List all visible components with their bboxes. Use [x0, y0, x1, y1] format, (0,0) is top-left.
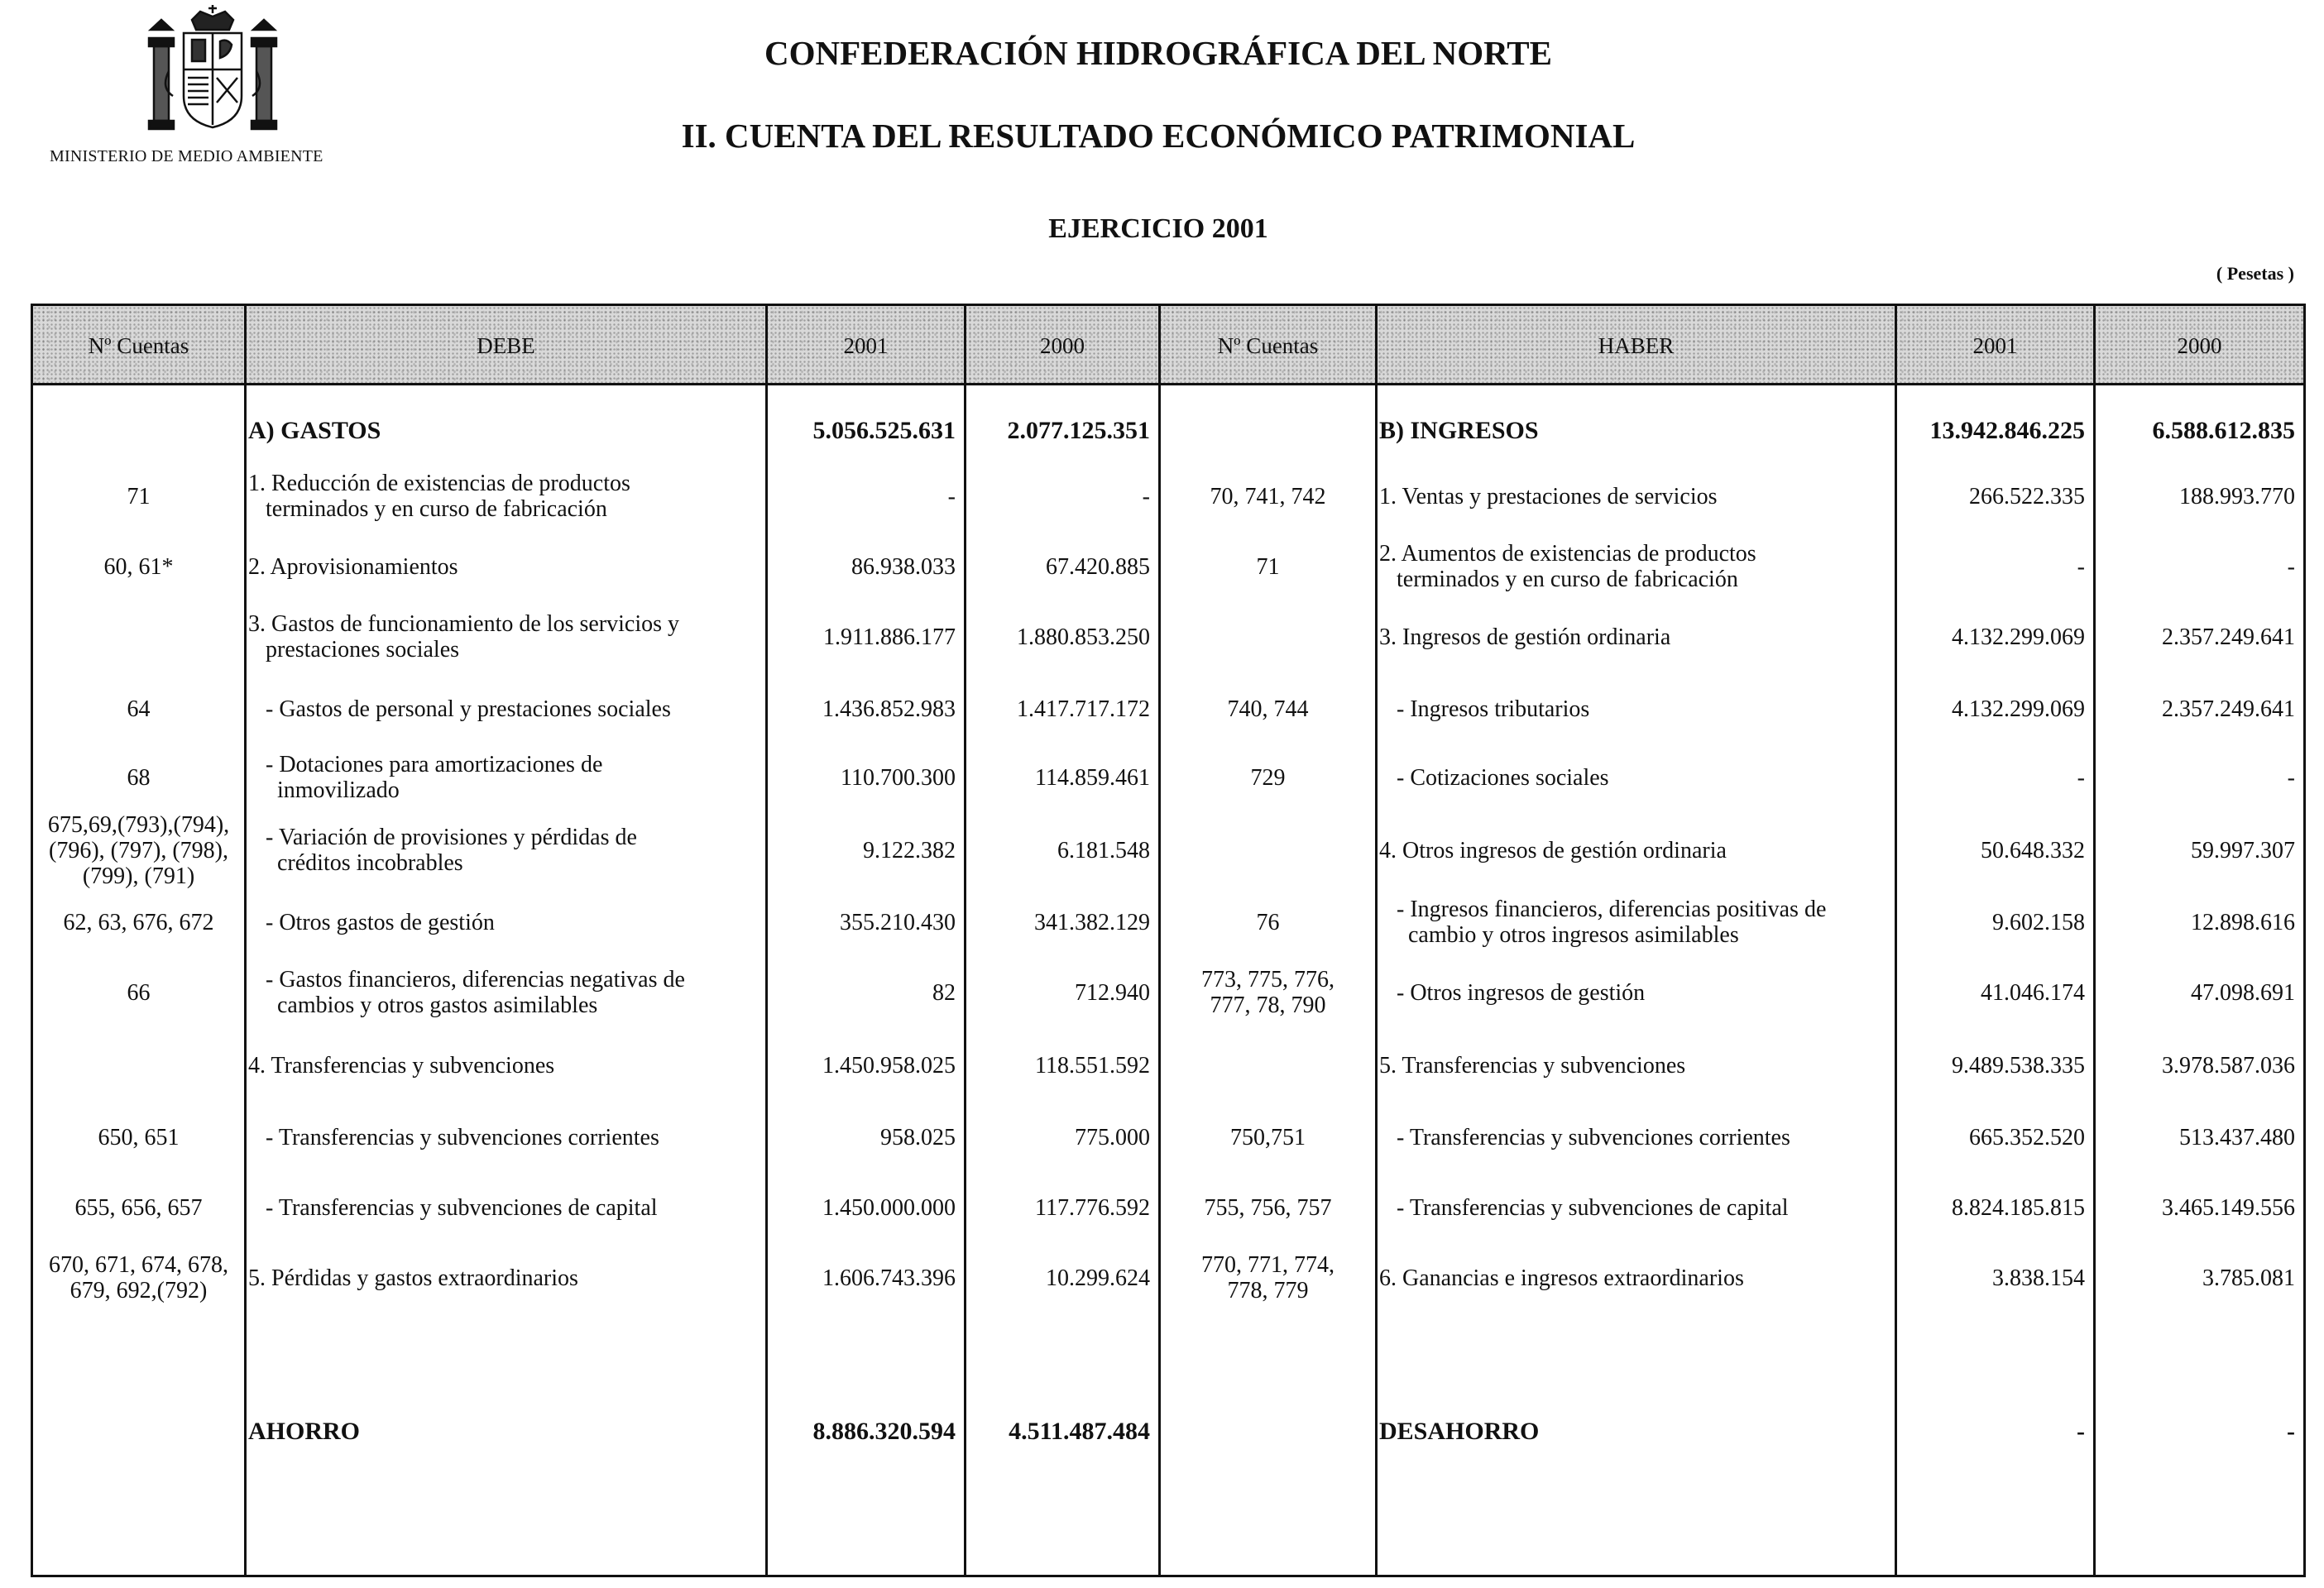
haber-concept-cell: 1. Ventas y prestaciones de servicios — [1379, 483, 1718, 509]
haber-2000-cell: 513.437.480 — [2179, 1124, 2295, 1150]
debe-acct-cell: 66 — [127, 979, 151, 1006]
debe-concept-cell: 4. Transferencias y subvenciones — [248, 1052, 555, 1079]
debe-2001-cell: 9.122.382 — [863, 837, 956, 863]
haber-2001-cell: 4.132.299.069 — [1952, 696, 2085, 722]
haber-acct-cell — [1161, 817, 1375, 883]
haber-acct-cell: 770, 771, 774, 778, 779 — [1201, 1252, 1335, 1303]
debe-concept-cell: - Dotaciones para amortizaciones de inmovilizado — [266, 752, 603, 803]
haber-2001-cell: 9.489.538.335 — [1952, 1052, 2085, 1079]
debe-2001-cell: 86.938.033 — [851, 553, 956, 580]
haber-2000-cell: - — [2287, 1417, 2295, 1445]
table-row — [0, 1032, 2324, 1098]
debe-concept-cell: 2. Aprovisionamientos — [248, 553, 458, 580]
col-header-haber-2000: 2000 — [2177, 332, 2222, 358]
haber-2000-cell: 188.993.770 — [2179, 483, 2295, 509]
debe-acct-cell: 62, 63, 676, 672 — [63, 909, 214, 935]
haber-2001-cell: 8.824.185.815 — [1952, 1194, 2085, 1221]
haber-concept-cell: 4. Otros ingresos de gestión ordinaria — [1379, 837, 1727, 863]
table-row — [0, 1174, 2324, 1241]
debe-2001-cell: 1.606.743.396 — [822, 1265, 956, 1291]
haber-2001-cell: - — [2077, 1417, 2085, 1445]
debe-2000-cell: 712.940 — [1075, 979, 1150, 1006]
col-header-debe-2001: 2001 — [843, 332, 889, 358]
haber-concept-cell: 2. Aumentos de existencias de productos terminados y en curso de fabricación — [1379, 541, 1756, 592]
haber-2001-cell: 13.942.846.225 — [1929, 416, 2085, 444]
haber-2000-cell: - — [2287, 553, 2295, 580]
debe-2001-cell: 82 — [932, 979, 956, 1006]
debe-concept-cell: - Transferencias y subvenciones corrientes — [248, 1124, 659, 1150]
table-row — [0, 1245, 2324, 1311]
debe-acct-cell: 60, 61* — [103, 553, 174, 580]
haber-acct-cell: 773, 775, 776, 777, 78, 790 — [1201, 967, 1335, 1018]
debe-acct-cell: 71 — [127, 483, 151, 509]
debe-2000-cell: - — [1142, 483, 1150, 509]
debe-2000-cell: 114.859.461 — [1035, 764, 1150, 791]
haber-acct-cell — [1161, 604, 1375, 670]
haber-2000-cell: 3.978.587.036 — [2162, 1052, 2295, 1079]
haber-acct-cell: 76 — [1256, 909, 1280, 935]
haber-2000-cell: 47.098.691 — [2191, 979, 2295, 1006]
haber-2001-cell: 50.648.332 — [1981, 837, 2085, 863]
table-row — [0, 397, 2324, 463]
debe-acct-cell — [33, 1032, 244, 1098]
coat-of-arms-logo — [142, 5, 283, 141]
haber-concept-cell: - Ingresos tributarios — [1379, 696, 1590, 722]
haber-concept-cell: 3. Ingresos de gestión ordinaria — [1379, 624, 1671, 650]
haber-2001-cell: 3.838.154 — [1992, 1265, 2085, 1291]
haber-2001-cell: 266.522.335 — [1969, 483, 2085, 509]
haber-2001-cell: 9.602.158 — [1992, 909, 2085, 935]
document-title: CONFEDERACIÓN HIDROGRÁFICA DEL NORTE — [764, 34, 1552, 72]
debe-2000-cell: 1.417.717.172 — [1017, 696, 1150, 722]
debe-2001-cell: 355.210.430 — [840, 909, 956, 935]
debe-acct-cell: 650, 651 — [98, 1124, 180, 1150]
ministry-label: MINISTERIO DE MEDIO AMBIENTE — [50, 147, 323, 165]
table-row — [0, 533, 2324, 600]
debe-2001-cell: 110.700.300 — [841, 764, 956, 791]
debe-concept-cell: AHORRO — [248, 1417, 360, 1445]
debe-acct-cell: 64 — [127, 696, 151, 722]
haber-2000-cell: - — [2287, 764, 2295, 791]
debe-acct-cell: 655, 656, 657 — [74, 1194, 203, 1221]
haber-concept-cell: 6. Ganancias e ingresos extraordinarios — [1379, 1265, 1744, 1291]
haber-2001-cell: - — [2077, 553, 2085, 580]
debe-concept-cell: - Gastos de personal y prestaciones sociales — [248, 696, 671, 722]
debe-2000-cell: 4.511.487.484 — [1009, 1417, 1150, 1445]
haber-concept-cell: - Otros ingresos de gestión — [1379, 979, 1646, 1006]
haber-2000-cell: 2.357.249.641 — [2162, 624, 2295, 650]
haber-2001-cell: 41.046.174 — [1981, 979, 2085, 1006]
haber-2000-cell: 2.357.249.641 — [2162, 696, 2295, 722]
haber-2000-cell: 59.997.307 — [2191, 837, 2295, 863]
debe-2001-cell: 1.911.886.177 — [823, 624, 956, 650]
debe-2000-cell: 2.077.125.351 — [1007, 416, 1150, 444]
col-header-haber: HABER — [1598, 332, 1675, 358]
debe-acct-cell — [33, 1398, 244, 1464]
debe-2001-cell: 8.886.320.594 — [812, 1417, 956, 1445]
debe-acct-cell: 68 — [127, 764, 151, 791]
debe-2000-cell: 67.420.885 — [1046, 553, 1150, 580]
debe-2000-cell: 6.181.548 — [1057, 837, 1150, 863]
haber-acct-cell: 755, 756, 757 — [1204, 1194, 1332, 1221]
haber-concept-cell: - Ingresos financieros, diferencias positivas de cambio y otros ingresos asimilables — [1397, 897, 1827, 948]
debe-2000-cell: 775.000 — [1075, 1124, 1150, 1150]
table-row — [0, 744, 2324, 811]
haber-2001-cell: - — [2077, 764, 2085, 791]
haber-concept-cell: - Transferencias y subvenciones corrientes — [1379, 1124, 1790, 1150]
debe-acct-cell — [33, 397, 244, 463]
haber-2000-cell: 3.785.081 — [2202, 1265, 2295, 1291]
debe-concept-cell: - Otros gastos de gestión — [248, 909, 495, 935]
debe-concept-cell: - Transferencias y subvenciones de capital — [248, 1194, 658, 1221]
haber-2001-cell: 665.352.520 — [1969, 1124, 2085, 1150]
fiscal-year-label: EJERCICIO 2001 — [1048, 213, 1268, 244]
debe-2001-cell: 1.450.000.000 — [822, 1194, 956, 1221]
table-row — [0, 604, 2324, 670]
haber-2000-cell: 6.588.612.835 — [2152, 416, 2295, 444]
haber-2000-cell: 12.898.616 — [2191, 909, 2295, 935]
debe-concept-cell: A) GASTOS — [248, 416, 381, 444]
debe-2000-cell: 341.382.129 — [1034, 909, 1150, 935]
table-row — [0, 811, 2324, 889]
haber-concept-cell: - Cotizaciones sociales — [1379, 764, 1609, 791]
debe-2001-cell: 1.450.958.025 — [822, 1052, 956, 1079]
table-row — [0, 463, 2324, 529]
haber-concept-cell: - Transferencias y subvenciones de capital — [1379, 1194, 1789, 1221]
debe-concept-cell: 1. Reducción de existencias de productos terminados y en curso de fabricación — [248, 471, 630, 522]
haber-acct-cell: 750,751 — [1230, 1124, 1306, 1150]
haber-acct-cell — [1161, 1032, 1375, 1098]
table-row — [0, 959, 2324, 1026]
haber-acct-cell: 729 — [1250, 764, 1286, 791]
haber-concept-cell: DESAHORRO — [1379, 1417, 1540, 1445]
debe-2001-cell: 958.025 — [880, 1124, 956, 1150]
table-row — [0, 1104, 2324, 1170]
debe-2000-cell: 118.551.592 — [1035, 1052, 1150, 1079]
debe-acct-cell — [33, 604, 244, 670]
col-header-debe-accounts: Nº Cuentas — [88, 332, 189, 358]
table-row — [0, 889, 2324, 955]
debe-2001-cell: - — [947, 483, 956, 509]
haber-2001-cell: 4.132.299.069 — [1952, 624, 2085, 650]
debe-concept-cell: 3. Gastos de funcionamiento de los servicios y prestaciones sociales — [248, 611, 680, 662]
haber-acct-cell: 740, 744 — [1227, 696, 1309, 722]
haber-acct-cell — [1161, 397, 1375, 463]
currency-note: ( Pesetas ) — [2216, 263, 2294, 284]
haber-acct-cell: 70, 741, 742 — [1210, 483, 1326, 509]
table-row — [0, 1398, 2324, 1464]
haber-acct-cell — [1161, 1398, 1375, 1464]
debe-acct-cell: 675,69,(793),(794), (796), (797), (798), (799), (791) — [47, 811, 230, 889]
debe-concept-cell: 5. Pérdidas y gastos extraordinarios — [248, 1265, 578, 1291]
col-header-haber-accounts: Nº Cuentas — [1217, 332, 1319, 358]
col-header-debe-2000: 2000 — [1040, 332, 1085, 358]
debe-2000-cell: 117.776.592 — [1035, 1194, 1150, 1221]
debe-acct-cell: 670, 671, 674, 678, 679, 692,(792) — [49, 1252, 228, 1303]
debe-concept-cell: - Variación de provisiones y pérdidas de créditos incobrables — [266, 825, 637, 876]
haber-concept-cell: 5. Transferencias y subvenciones — [1379, 1052, 1686, 1079]
haber-2000-cell: 3.465.149.556 — [2162, 1194, 2295, 1221]
col-header-debe: DEBE — [477, 332, 535, 358]
haber-concept-cell: B) INGRESOS — [1379, 416, 1539, 444]
col-header-haber-2001: 2001 — [1972, 332, 2018, 358]
debe-2000-cell: 10.299.624 — [1046, 1265, 1150, 1291]
haber-acct-cell: 71 — [1256, 553, 1280, 580]
debe-2000-cell: 1.880.853.250 — [1017, 624, 1150, 650]
table-row — [0, 676, 2324, 742]
debe-concept-cell: - Gastos financieros, diferencias negativas de cambios y otros gastos asimilables — [266, 967, 685, 1018]
debe-2001-cell: 1.436.852.983 — [822, 696, 956, 722]
debe-2001-cell: 5.056.525.631 — [812, 416, 956, 444]
document-subtitle: II. CUENTA DEL RESULTADO ECONÓMICO PATRIMONIAL — [681, 117, 1636, 155]
